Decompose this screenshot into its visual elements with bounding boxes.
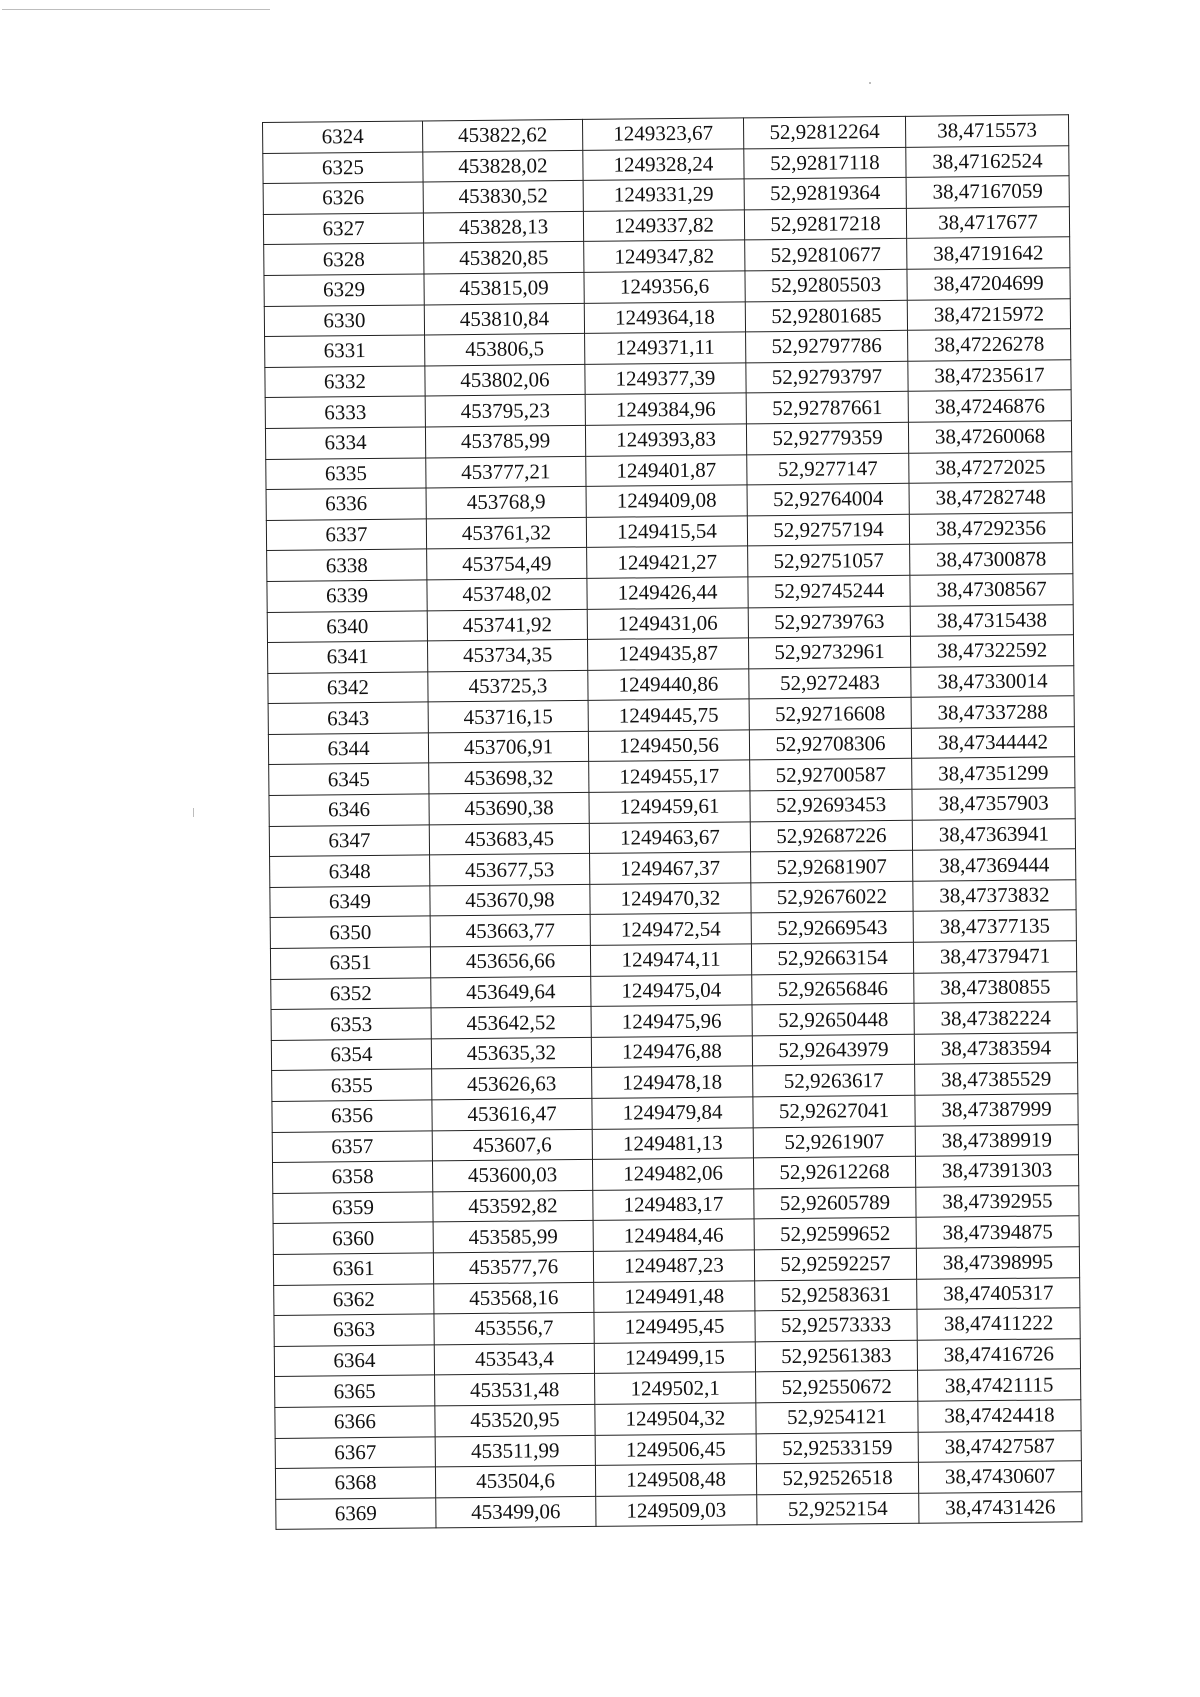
- latitude-cell: 52,92561383: [755, 1340, 917, 1372]
- y-coordinate-cell: 1249474,11: [590, 944, 751, 976]
- y-coordinate-cell: 1249463,67: [589, 822, 750, 854]
- point-number-cell: 6324: [263, 121, 423, 153]
- point-number-cell: 6359: [273, 1192, 433, 1224]
- point-number-cell: 6353: [271, 1008, 431, 1040]
- longitude-cell: 38,4717677: [906, 207, 1069, 239]
- latitude-cell: 52,9261907: [753, 1126, 915, 1158]
- x-coordinate-cell: 453706,91: [428, 731, 588, 763]
- point-number-cell: 6368: [275, 1467, 435, 1499]
- latitude-cell: 52,92716608: [749, 698, 911, 730]
- latitude-cell: 52,92676022: [751, 881, 913, 913]
- longitude-cell: 38,47162524: [906, 145, 1069, 177]
- point-number-cell: 6347: [269, 825, 429, 857]
- point-number-cell: 6361: [273, 1253, 433, 1285]
- latitude-cell: 52,92693453: [750, 789, 912, 821]
- x-coordinate-cell: 453754,49: [427, 548, 587, 580]
- y-coordinate-cell: 1249415,54: [586, 516, 747, 548]
- y-coordinate-cell: 1249502,1: [595, 1372, 756, 1404]
- latitude-cell: 52,9252154: [757, 1493, 919, 1525]
- x-coordinate-cell: 453616,47: [432, 1098, 592, 1130]
- point-number-cell: 6364: [274, 1345, 434, 1377]
- point-number-cell: 6344: [268, 733, 428, 765]
- point-number-cell: 6338: [267, 549, 427, 581]
- x-coordinate-cell: 453802,06: [425, 364, 585, 396]
- x-coordinate-cell: 453725,3: [428, 670, 588, 702]
- y-coordinate-cell: 1249476,88: [591, 1036, 752, 1068]
- x-coordinate-cell: 453520,95: [435, 1404, 595, 1436]
- latitude-cell: 52,92627041: [753, 1095, 915, 1127]
- latitude-cell: 52,92669543: [751, 912, 913, 944]
- y-coordinate-cell: 1249499,15: [594, 1342, 755, 1374]
- longitude-cell: 38,47383594: [914, 1033, 1077, 1065]
- point-number-cell: 6354: [271, 1039, 431, 1071]
- x-coordinate-cell: 453815,09: [424, 272, 584, 304]
- latitude-cell: 52,92757194: [747, 514, 909, 546]
- y-coordinate-cell: 1249377,39: [585, 363, 746, 395]
- x-coordinate-cell: 453690,38: [429, 792, 589, 824]
- longitude-cell: 38,4715573: [905, 115, 1068, 147]
- x-coordinate-cell: 453748,02: [427, 578, 587, 610]
- longitude-cell: 38,47411222: [917, 1308, 1080, 1340]
- latitude-cell: 52,92643979: [752, 1034, 914, 1066]
- longitude-cell: 38,47405317: [917, 1277, 1080, 1309]
- longitude-cell: 38,47300878: [910, 543, 1073, 575]
- y-coordinate-cell: 1249483,17: [593, 1189, 754, 1221]
- x-coordinate-cell: 453830,52: [423, 181, 583, 213]
- table-row: [276, 1491, 1082, 1529]
- point-number-cell: 6343: [268, 702, 428, 734]
- point-number-cell: 6356: [272, 1100, 432, 1132]
- x-coordinate-cell: 453556,7: [434, 1313, 594, 1345]
- x-coordinate-cell: 453592,82: [433, 1190, 593, 1222]
- x-coordinate-cell: 453828,02: [423, 150, 583, 182]
- point-number-cell: 6363: [274, 1314, 434, 1346]
- x-coordinate-cell: 453568,16: [434, 1282, 594, 1314]
- latitude-cell: 52,9263617: [753, 1065, 915, 1097]
- point-number-cell: 6362: [274, 1283, 434, 1315]
- point-number-cell: 6325: [263, 152, 423, 184]
- coordinates-table-body: [263, 115, 1082, 1530]
- latitude-cell: 52,9254121: [756, 1401, 918, 1433]
- longitude-cell: 38,47430607: [918, 1461, 1081, 1493]
- x-coordinate-cell: 453585,99: [433, 1221, 593, 1253]
- y-coordinate-cell: 1249467,37: [590, 852, 751, 884]
- x-coordinate-cell: 453777,21: [426, 456, 586, 488]
- latitude-cell: 52,92663154: [751, 942, 913, 974]
- coordinates-table: [262, 114, 1082, 1530]
- latitude-cell: 52,92656846: [752, 973, 914, 1005]
- point-number-cell: 6339: [267, 580, 427, 612]
- y-coordinate-cell: 1249487,23: [593, 1250, 754, 1282]
- y-coordinate-cell: 1249455,17: [589, 760, 750, 792]
- longitude-cell: 38,47330014: [911, 665, 1074, 697]
- longitude-cell: 38,47308567: [910, 574, 1073, 606]
- scan-artifact-dot: [869, 82, 871, 84]
- scan-artifact-line: [2, 9, 270, 10]
- longitude-cell: 38,47379471: [913, 941, 1076, 973]
- x-coordinate-cell: 453626,63: [432, 1068, 592, 1100]
- latitude-cell: 52,92819364: [744, 178, 906, 210]
- x-coordinate-cell: 453663,77: [430, 915, 590, 947]
- point-number-cell: 6326: [263, 182, 423, 214]
- x-coordinate-cell: 453768,9: [426, 487, 586, 519]
- y-coordinate-cell: 1249384,96: [585, 393, 746, 425]
- point-number-cell: 6328: [264, 243, 424, 275]
- longitude-cell: 38,47377135: [913, 910, 1076, 942]
- x-coordinate-cell: 453741,92: [427, 609, 587, 641]
- x-coordinate-cell: 453607,6: [432, 1129, 592, 1161]
- longitude-cell: 38,47322592: [910, 635, 1073, 667]
- x-coordinate-cell: 453504,6: [435, 1465, 595, 1497]
- latitude-cell: 52,92817218: [744, 208, 906, 240]
- y-coordinate-cell: 1249482,06: [592, 1158, 753, 1190]
- y-coordinate-cell: 1249506,45: [595, 1433, 756, 1465]
- point-number-cell: 6337: [266, 519, 426, 551]
- latitude-cell: 52,92592257: [754, 1248, 916, 1280]
- latitude-cell: 52,92605789: [754, 1187, 916, 1219]
- latitude-cell: 52,92583631: [755, 1279, 917, 1311]
- y-coordinate-cell: 1249491,48: [594, 1280, 755, 1312]
- point-number-cell: 6345: [269, 763, 429, 795]
- longitude-cell: 38,47167059: [906, 176, 1069, 208]
- point-number-cell: 6367: [275, 1436, 435, 1468]
- latitude-cell: 52,92526518: [756, 1462, 918, 1494]
- y-coordinate-cell: 1249440,86: [588, 669, 749, 701]
- longitude-cell: 38,47369444: [913, 849, 1076, 881]
- longitude-cell: 38,47191642: [907, 237, 1070, 269]
- y-coordinate-cell: 1249426,44: [587, 577, 748, 609]
- y-coordinate-cell: 1249504,32: [595, 1403, 756, 1435]
- x-coordinate-cell: 453806,5: [425, 334, 585, 366]
- y-coordinate-cell: 1249484,46: [593, 1219, 754, 1251]
- point-number-cell: 6341: [267, 641, 427, 673]
- longitude-cell: 38,47260068: [908, 421, 1071, 453]
- longitude-cell: 38,47344442: [911, 727, 1074, 759]
- x-coordinate-cell: 453649,64: [431, 976, 591, 1008]
- y-coordinate-cell: 1249475,96: [591, 1005, 752, 1037]
- point-number-cell: 6340: [267, 610, 427, 642]
- x-coordinate-cell: 453698,32: [429, 762, 589, 794]
- y-coordinate-cell: 1249472,54: [590, 913, 751, 945]
- latitude-cell: 52,92708306: [749, 728, 911, 760]
- x-coordinate-cell: 453577,76: [433, 1251, 593, 1283]
- longitude-cell: 38,47351299: [912, 757, 1075, 789]
- longitude-cell: 38,47387999: [915, 1094, 1078, 1126]
- x-coordinate-cell: 453683,45: [429, 823, 589, 855]
- x-coordinate-cell: 453822,62: [422, 119, 582, 151]
- longitude-cell: 38,47357903: [912, 788, 1075, 820]
- longitude-cell: 38,47424418: [918, 1400, 1081, 1432]
- y-coordinate-cell: 1249393,83: [585, 424, 746, 456]
- latitude-cell: 52,92650448: [752, 1004, 914, 1036]
- x-coordinate-cell: 453499,06: [436, 1496, 596, 1528]
- latitude-cell: 52,92764004: [747, 483, 909, 515]
- point-number-cell: 6330: [264, 305, 424, 337]
- longitude-cell: 38,47272025: [909, 451, 1072, 483]
- latitude-cell: 52,92687226: [750, 820, 912, 852]
- x-coordinate-cell: 453716,15: [428, 701, 588, 733]
- x-coordinate-cell: 453656,66: [430, 945, 590, 977]
- latitude-cell: 52,92801685: [745, 300, 907, 332]
- latitude-cell: 52,92805503: [745, 269, 907, 301]
- longitude-cell: 38,47204699: [907, 268, 1070, 300]
- longitude-cell: 38,47398995: [916, 1247, 1079, 1279]
- longitude-cell: 38,47394875: [916, 1216, 1079, 1248]
- point-number-cell: 6333: [265, 396, 425, 428]
- x-coordinate-cell: 453543,4: [434, 1343, 594, 1375]
- point-number-cell: 6352: [271, 978, 431, 1010]
- x-coordinate-cell: 453635,32: [431, 1037, 591, 1069]
- y-coordinate-cell: 1249450,56: [588, 730, 749, 762]
- y-coordinate-cell: 1249347,82: [584, 240, 745, 272]
- point-number-cell: 6357: [272, 1131, 432, 1163]
- longitude-cell: 38,47215972: [907, 298, 1070, 330]
- point-number-cell: 6349: [270, 886, 430, 918]
- y-coordinate-cell: 1249459,61: [589, 791, 750, 823]
- latitude-cell: 52,92793797: [746, 361, 908, 393]
- longitude-cell: 38,47380855: [914, 971, 1077, 1003]
- longitude-cell: 38,47292356: [909, 512, 1072, 544]
- y-coordinate-cell: 1249356,6: [584, 271, 745, 303]
- latitude-cell: 52,92812264: [743, 116, 905, 148]
- longitude-cell: 38,47337288: [911, 696, 1074, 728]
- longitude-cell: 38,47282748: [909, 482, 1072, 514]
- y-coordinate-cell: 1249435,87: [587, 638, 748, 670]
- point-number-cell: 6365: [275, 1375, 435, 1407]
- point-number-cell: 6366: [275, 1406, 435, 1438]
- latitude-cell: 52,9272483: [749, 667, 911, 699]
- latitude-cell: 52,92810677: [745, 239, 907, 271]
- y-coordinate-cell: 1249421,27: [587, 546, 748, 578]
- y-coordinate-cell: 1249479,84: [592, 1097, 753, 1129]
- point-number-cell: 6336: [266, 488, 426, 520]
- longitude-cell: 38,47246876: [908, 390, 1071, 422]
- latitude-cell: 52,92573333: [755, 1309, 917, 1341]
- point-number-cell: 6332: [265, 366, 425, 398]
- y-coordinate-cell: 1249401,87: [586, 454, 747, 486]
- longitude-cell: 38,47421115: [918, 1369, 1081, 1401]
- latitude-cell: 52,92797786: [746, 330, 908, 362]
- y-coordinate-cell: 1249445,75: [588, 699, 749, 731]
- y-coordinate-cell: 1249509,03: [596, 1495, 757, 1527]
- y-coordinate-cell: 1249481,13: [592, 1127, 753, 1159]
- point-number-cell: 6342: [268, 672, 428, 704]
- longitude-cell: 38,47226278: [908, 329, 1071, 361]
- point-number-cell: 6358: [272, 1161, 432, 1193]
- latitude-cell: 52,92550672: [756, 1371, 918, 1403]
- x-coordinate-cell: 453820,85: [424, 242, 584, 274]
- x-coordinate-cell: 453677,53: [430, 854, 590, 886]
- point-number-cell: 6350: [270, 916, 430, 948]
- x-coordinate-cell: 453511,99: [435, 1435, 595, 1467]
- point-number-cell: 6335: [266, 457, 426, 489]
- point-number-cell: 6327: [263, 213, 423, 245]
- latitude-cell: 52,92751057: [748, 545, 910, 577]
- latitude-cell: 52,92700587: [750, 759, 912, 791]
- latitude-cell: 52,92817118: [744, 147, 906, 179]
- y-coordinate-cell: 1249328,24: [583, 148, 744, 180]
- latitude-cell: 52,92681907: [751, 851, 913, 883]
- x-coordinate-cell: 453531,48: [435, 1374, 595, 1406]
- latitude-cell: 52,92599652: [754, 1218, 916, 1250]
- point-number-cell: 6369: [276, 1498, 436, 1530]
- longitude-cell: 38,47373832: [913, 880, 1076, 912]
- latitude-cell: 52,92612268: [753, 1156, 915, 1188]
- x-coordinate-cell: 453600,03: [432, 1160, 592, 1192]
- latitude-cell: 52,92533159: [756, 1432, 918, 1464]
- x-coordinate-cell: 453810,84: [424, 303, 584, 335]
- y-coordinate-cell: 1249470,32: [590, 883, 751, 915]
- x-coordinate-cell: 453734,35: [427, 639, 587, 671]
- point-number-cell: 6331: [265, 335, 425, 367]
- y-coordinate-cell: 1249371,11: [585, 332, 746, 364]
- x-coordinate-cell: 453785,99: [425, 425, 585, 457]
- point-number-cell: 6329: [264, 274, 424, 306]
- x-coordinate-cell: 453828,13: [423, 211, 583, 243]
- point-number-cell: 6360: [273, 1222, 433, 1254]
- x-coordinate-cell: 453642,52: [431, 1007, 591, 1039]
- point-number-cell: 6346: [269, 794, 429, 826]
- x-coordinate-cell: 453761,32: [426, 517, 586, 549]
- longitude-cell: 38,47427587: [918, 1430, 1081, 1462]
- y-coordinate-cell: 1249337,82: [583, 210, 744, 242]
- y-coordinate-cell: 1249478,18: [592, 1066, 753, 1098]
- latitude-cell: 52,92732961: [748, 636, 910, 668]
- point-number-cell: 6334: [265, 427, 425, 459]
- y-coordinate-cell: 1249431,06: [587, 607, 748, 639]
- y-coordinate-cell: 1249323,67: [582, 118, 743, 150]
- latitude-cell: 52,92779359: [746, 422, 908, 454]
- longitude-cell: 38,47385529: [915, 1063, 1078, 1095]
- x-coordinate-cell: 453795,23: [425, 395, 585, 427]
- longitude-cell: 38,47416726: [917, 1338, 1080, 1370]
- longitude-cell: 38,47389919: [915, 1124, 1078, 1156]
- latitude-cell: 52,9277147: [747, 453, 909, 485]
- y-coordinate-cell: 1249364,18: [584, 301, 745, 333]
- y-coordinate-cell: 1249409,08: [586, 485, 747, 517]
- latitude-cell: 52,92745244: [748, 575, 910, 607]
- longitude-cell: 38,47431426: [919, 1491, 1082, 1523]
- longitude-cell: 38,47392955: [916, 1185, 1079, 1217]
- y-coordinate-cell: 1249331,29: [583, 179, 744, 211]
- y-coordinate-cell: 1249508,48: [595, 1464, 756, 1496]
- y-coordinate-cell: 1249495,45: [594, 1311, 755, 1343]
- y-coordinate-cell: 1249475,04: [591, 974, 752, 1006]
- longitude-cell: 38,47363941: [912, 818, 1075, 850]
- scan-artifact-mark: [193, 808, 194, 817]
- point-number-cell: 6355: [272, 1069, 432, 1101]
- longitude-cell: 38,47315438: [910, 604, 1073, 636]
- longitude-cell: 38,47382224: [914, 1002, 1077, 1034]
- latitude-cell: 52,92787661: [746, 392, 908, 424]
- point-number-cell: 6351: [270, 947, 430, 979]
- point-number-cell: 6348: [270, 855, 430, 887]
- longitude-cell: 38,47235617: [908, 359, 1071, 391]
- latitude-cell: 52,92739763: [748, 606, 910, 638]
- longitude-cell: 38,47391303: [915, 1155, 1078, 1187]
- x-coordinate-cell: 453670,98: [430, 884, 590, 916]
